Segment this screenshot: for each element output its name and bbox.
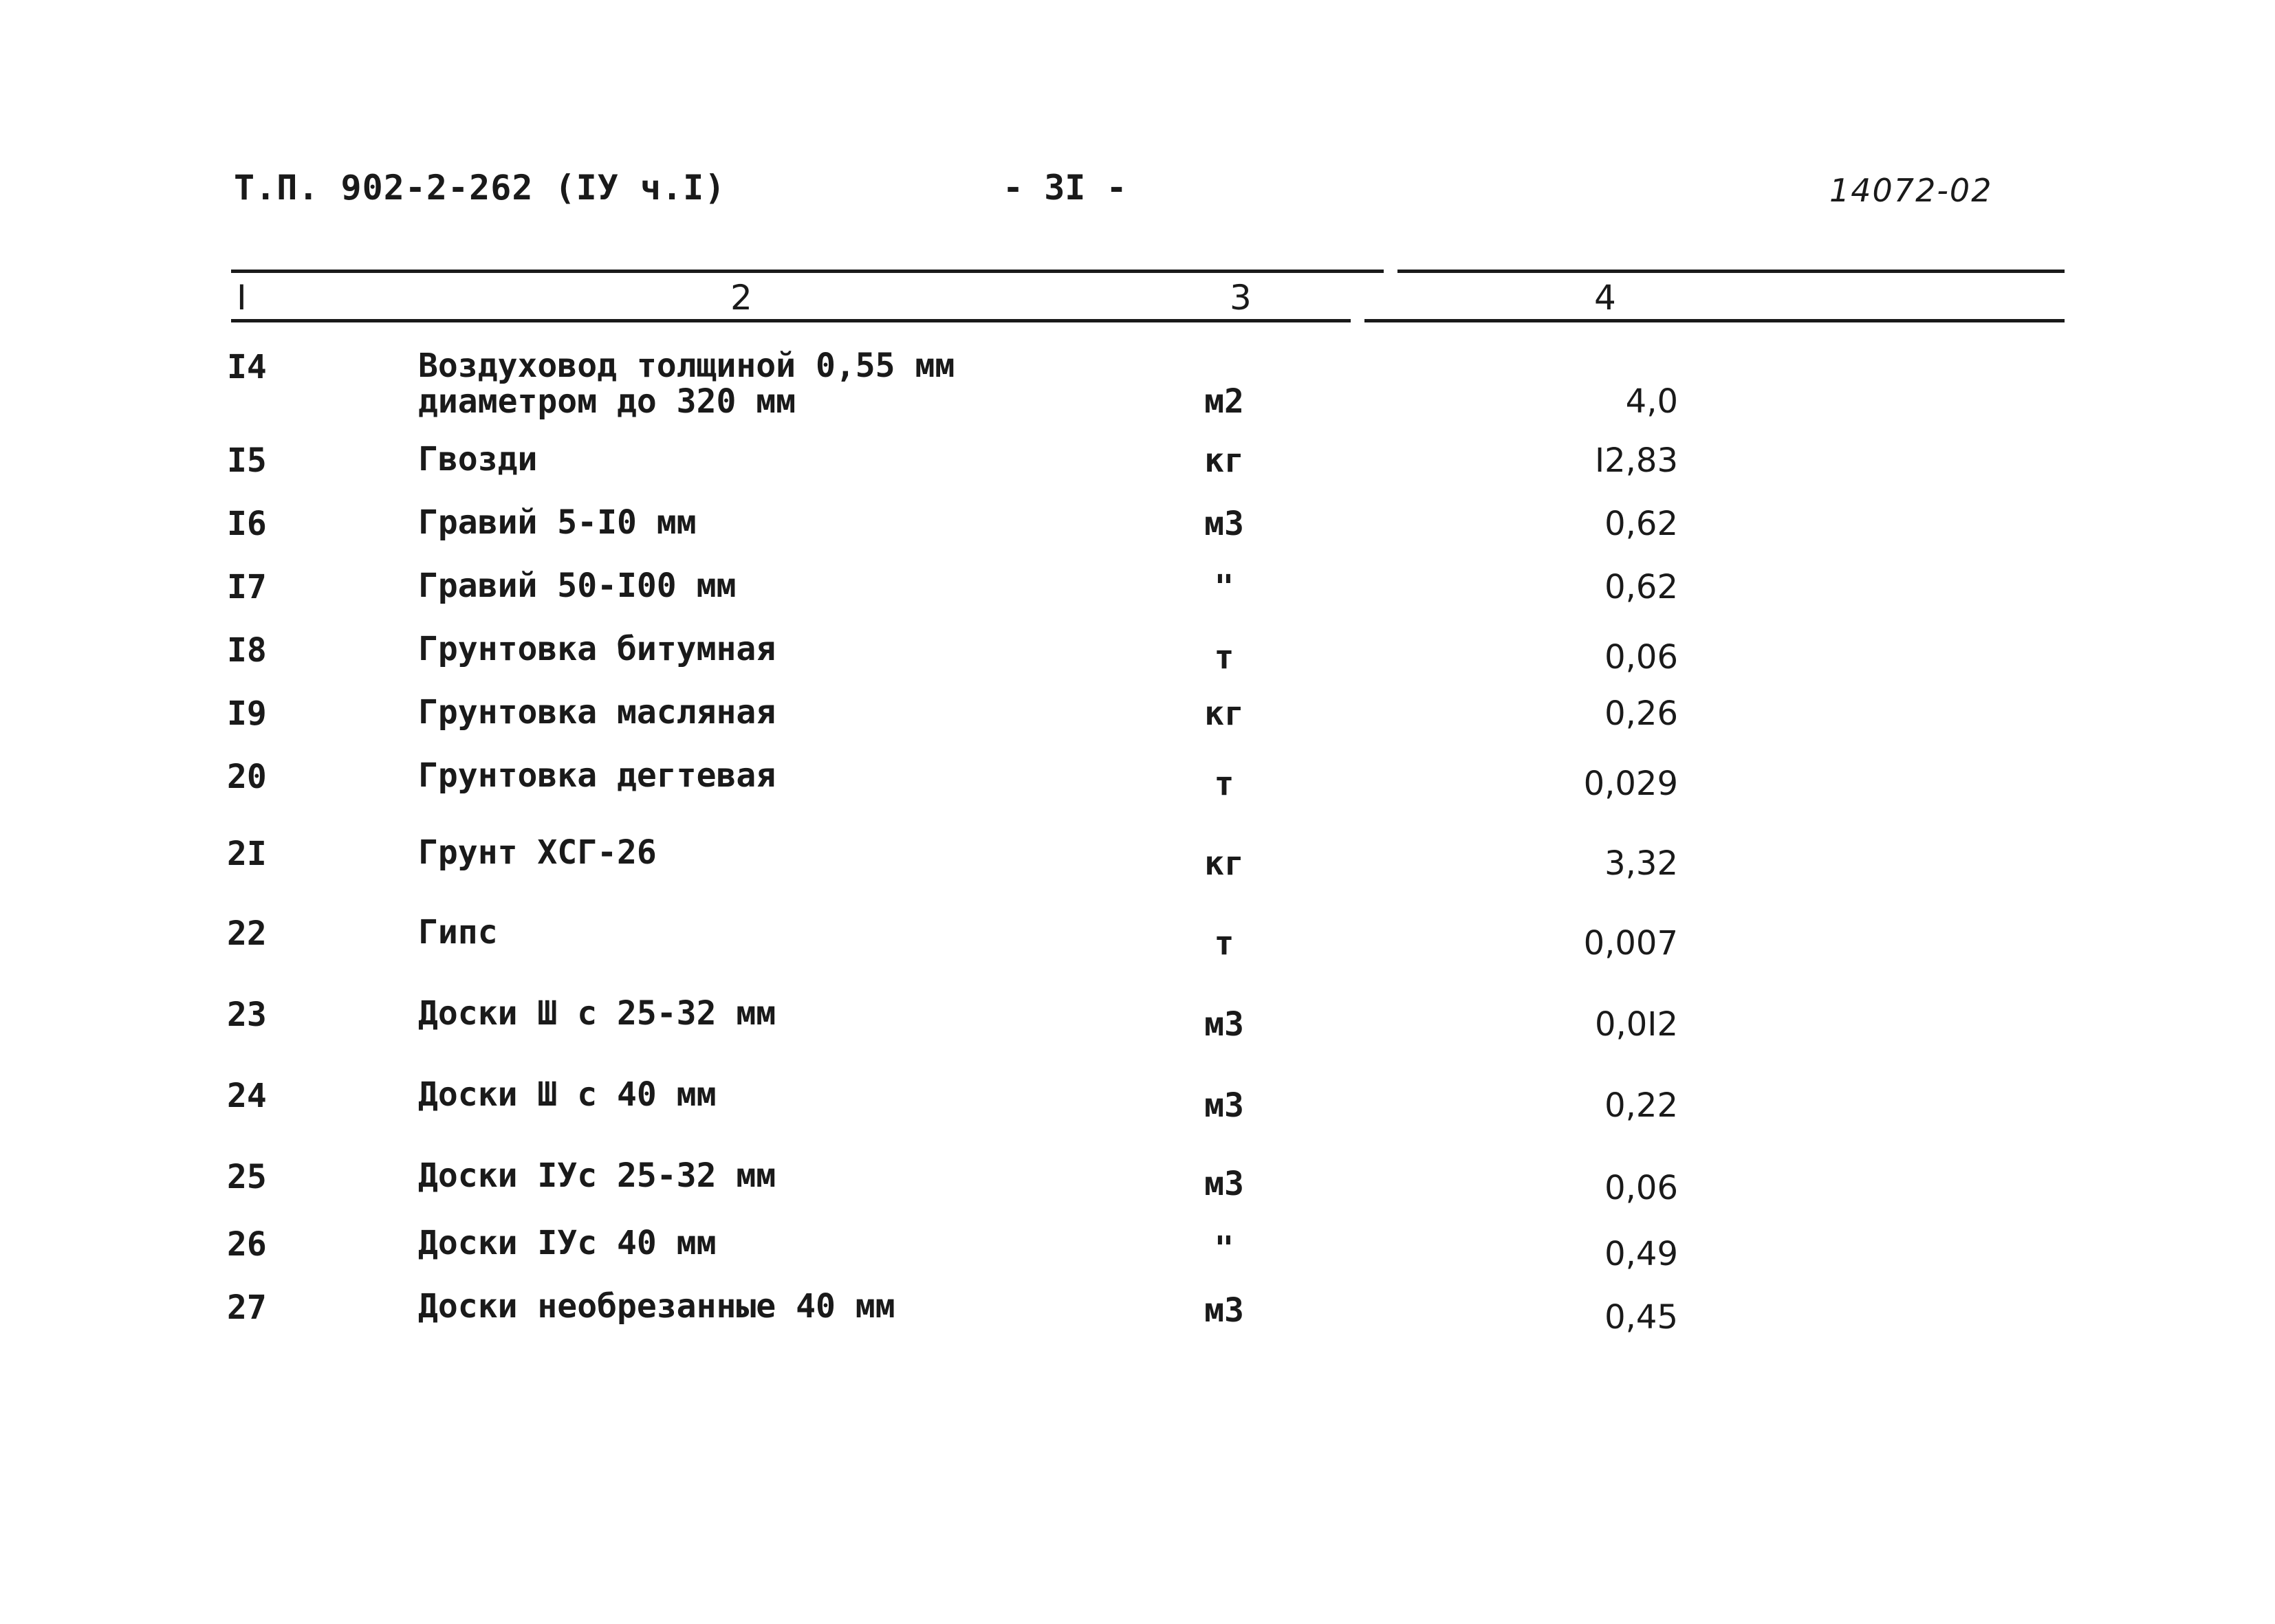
unit: кг xyxy=(1204,694,1244,733)
material-name: Грунтовка дегтевая xyxy=(418,756,776,795)
row-number: I9 xyxy=(227,694,267,733)
row-number: 2I xyxy=(227,835,267,873)
row-number: 20 xyxy=(227,758,267,796)
unit: кг xyxy=(1204,844,1244,883)
quantity: 0,62 xyxy=(1604,505,1678,543)
material-name: Доски Ш с 40 мм xyxy=(418,1075,717,1114)
quantity: 0,22 xyxy=(1604,1086,1678,1125)
column-header-4: 4 xyxy=(1594,278,1616,318)
row-number: I4 xyxy=(227,348,267,386)
header-bottom-rule-left xyxy=(231,319,1351,322)
row-number: I8 xyxy=(227,631,267,670)
quantity: 0,49 xyxy=(1604,1235,1678,1273)
quantity: 0,45 xyxy=(1604,1298,1678,1337)
row-number: 27 xyxy=(227,1288,267,1327)
unit: м2 xyxy=(1204,382,1244,421)
material-name: Доски IУс 25-32 мм xyxy=(418,1156,776,1195)
unit: м3 xyxy=(1204,505,1244,543)
row-number: 26 xyxy=(227,1225,267,1264)
unit: т xyxy=(1214,638,1234,677)
row-number: 22 xyxy=(227,914,267,953)
row-number: I6 xyxy=(227,505,267,543)
material-name: Гравий 5-I0 мм xyxy=(418,503,697,542)
material-name: Гипс xyxy=(418,913,498,952)
material-name: Гравий 50-I00 мм xyxy=(418,567,737,605)
quantity: 0,007 xyxy=(1583,924,1678,963)
column-header-3: 3 xyxy=(1230,278,1252,318)
row-number: 23 xyxy=(227,996,267,1034)
unit: т xyxy=(1214,765,1234,803)
unit: м3 xyxy=(1204,1291,1244,1330)
quantity: 0,26 xyxy=(1604,694,1678,733)
quantity: 0,0I2 xyxy=(1594,1005,1678,1044)
quantity: 4,0 xyxy=(1625,382,1678,421)
header-bottom-rule-right xyxy=(1364,319,2065,322)
material-name: Воздуховод толщиной 0,55 мм диаметром до 320 мм xyxy=(418,347,955,421)
quantity: 0,06 xyxy=(1604,1169,1678,1207)
unit: м3 xyxy=(1204,1165,1244,1203)
unit: т xyxy=(1214,924,1234,963)
quantity: 0,029 xyxy=(1583,765,1678,803)
unit: " xyxy=(1214,568,1234,606)
quantity: 0,06 xyxy=(1604,638,1678,677)
material-name: Доски Ш с 25-32 мм xyxy=(418,994,776,1033)
material-name: Грунтовка масляная xyxy=(418,693,776,732)
unit: " xyxy=(1214,1229,1234,1268)
column-header-1: I xyxy=(237,278,247,318)
quantity: I2,83 xyxy=(1594,441,1678,480)
row-number: I5 xyxy=(227,441,267,480)
material-name: Гвозди xyxy=(418,440,538,479)
quantity: 3,32 xyxy=(1604,844,1678,883)
material-name: Грунт ХСГ-26 xyxy=(418,833,657,872)
table-top-rule-left xyxy=(231,270,1384,273)
doc-code: Т.П. 902-2-262 (IУ ч.I) xyxy=(234,168,726,208)
archive-number: 14072-02 xyxy=(1829,172,1993,209)
row-number: I7 xyxy=(227,568,267,606)
quantity: 0,62 xyxy=(1604,568,1678,606)
material-name: Доски IУс 40 мм xyxy=(418,1224,717,1262)
column-header-2: 2 xyxy=(730,278,752,318)
table-top-rule-right xyxy=(1397,270,2065,273)
unit: кг xyxy=(1204,441,1244,480)
page-number: - 3I - xyxy=(1003,168,1127,208)
material-name: Доски необрезанные 40 мм xyxy=(418,1287,895,1326)
row-number: 24 xyxy=(227,1077,267,1115)
row-number: 25 xyxy=(227,1158,267,1196)
unit: м3 xyxy=(1204,1005,1244,1044)
unit: м3 xyxy=(1204,1086,1244,1125)
material-name: Грунтовка битумная xyxy=(418,630,776,668)
